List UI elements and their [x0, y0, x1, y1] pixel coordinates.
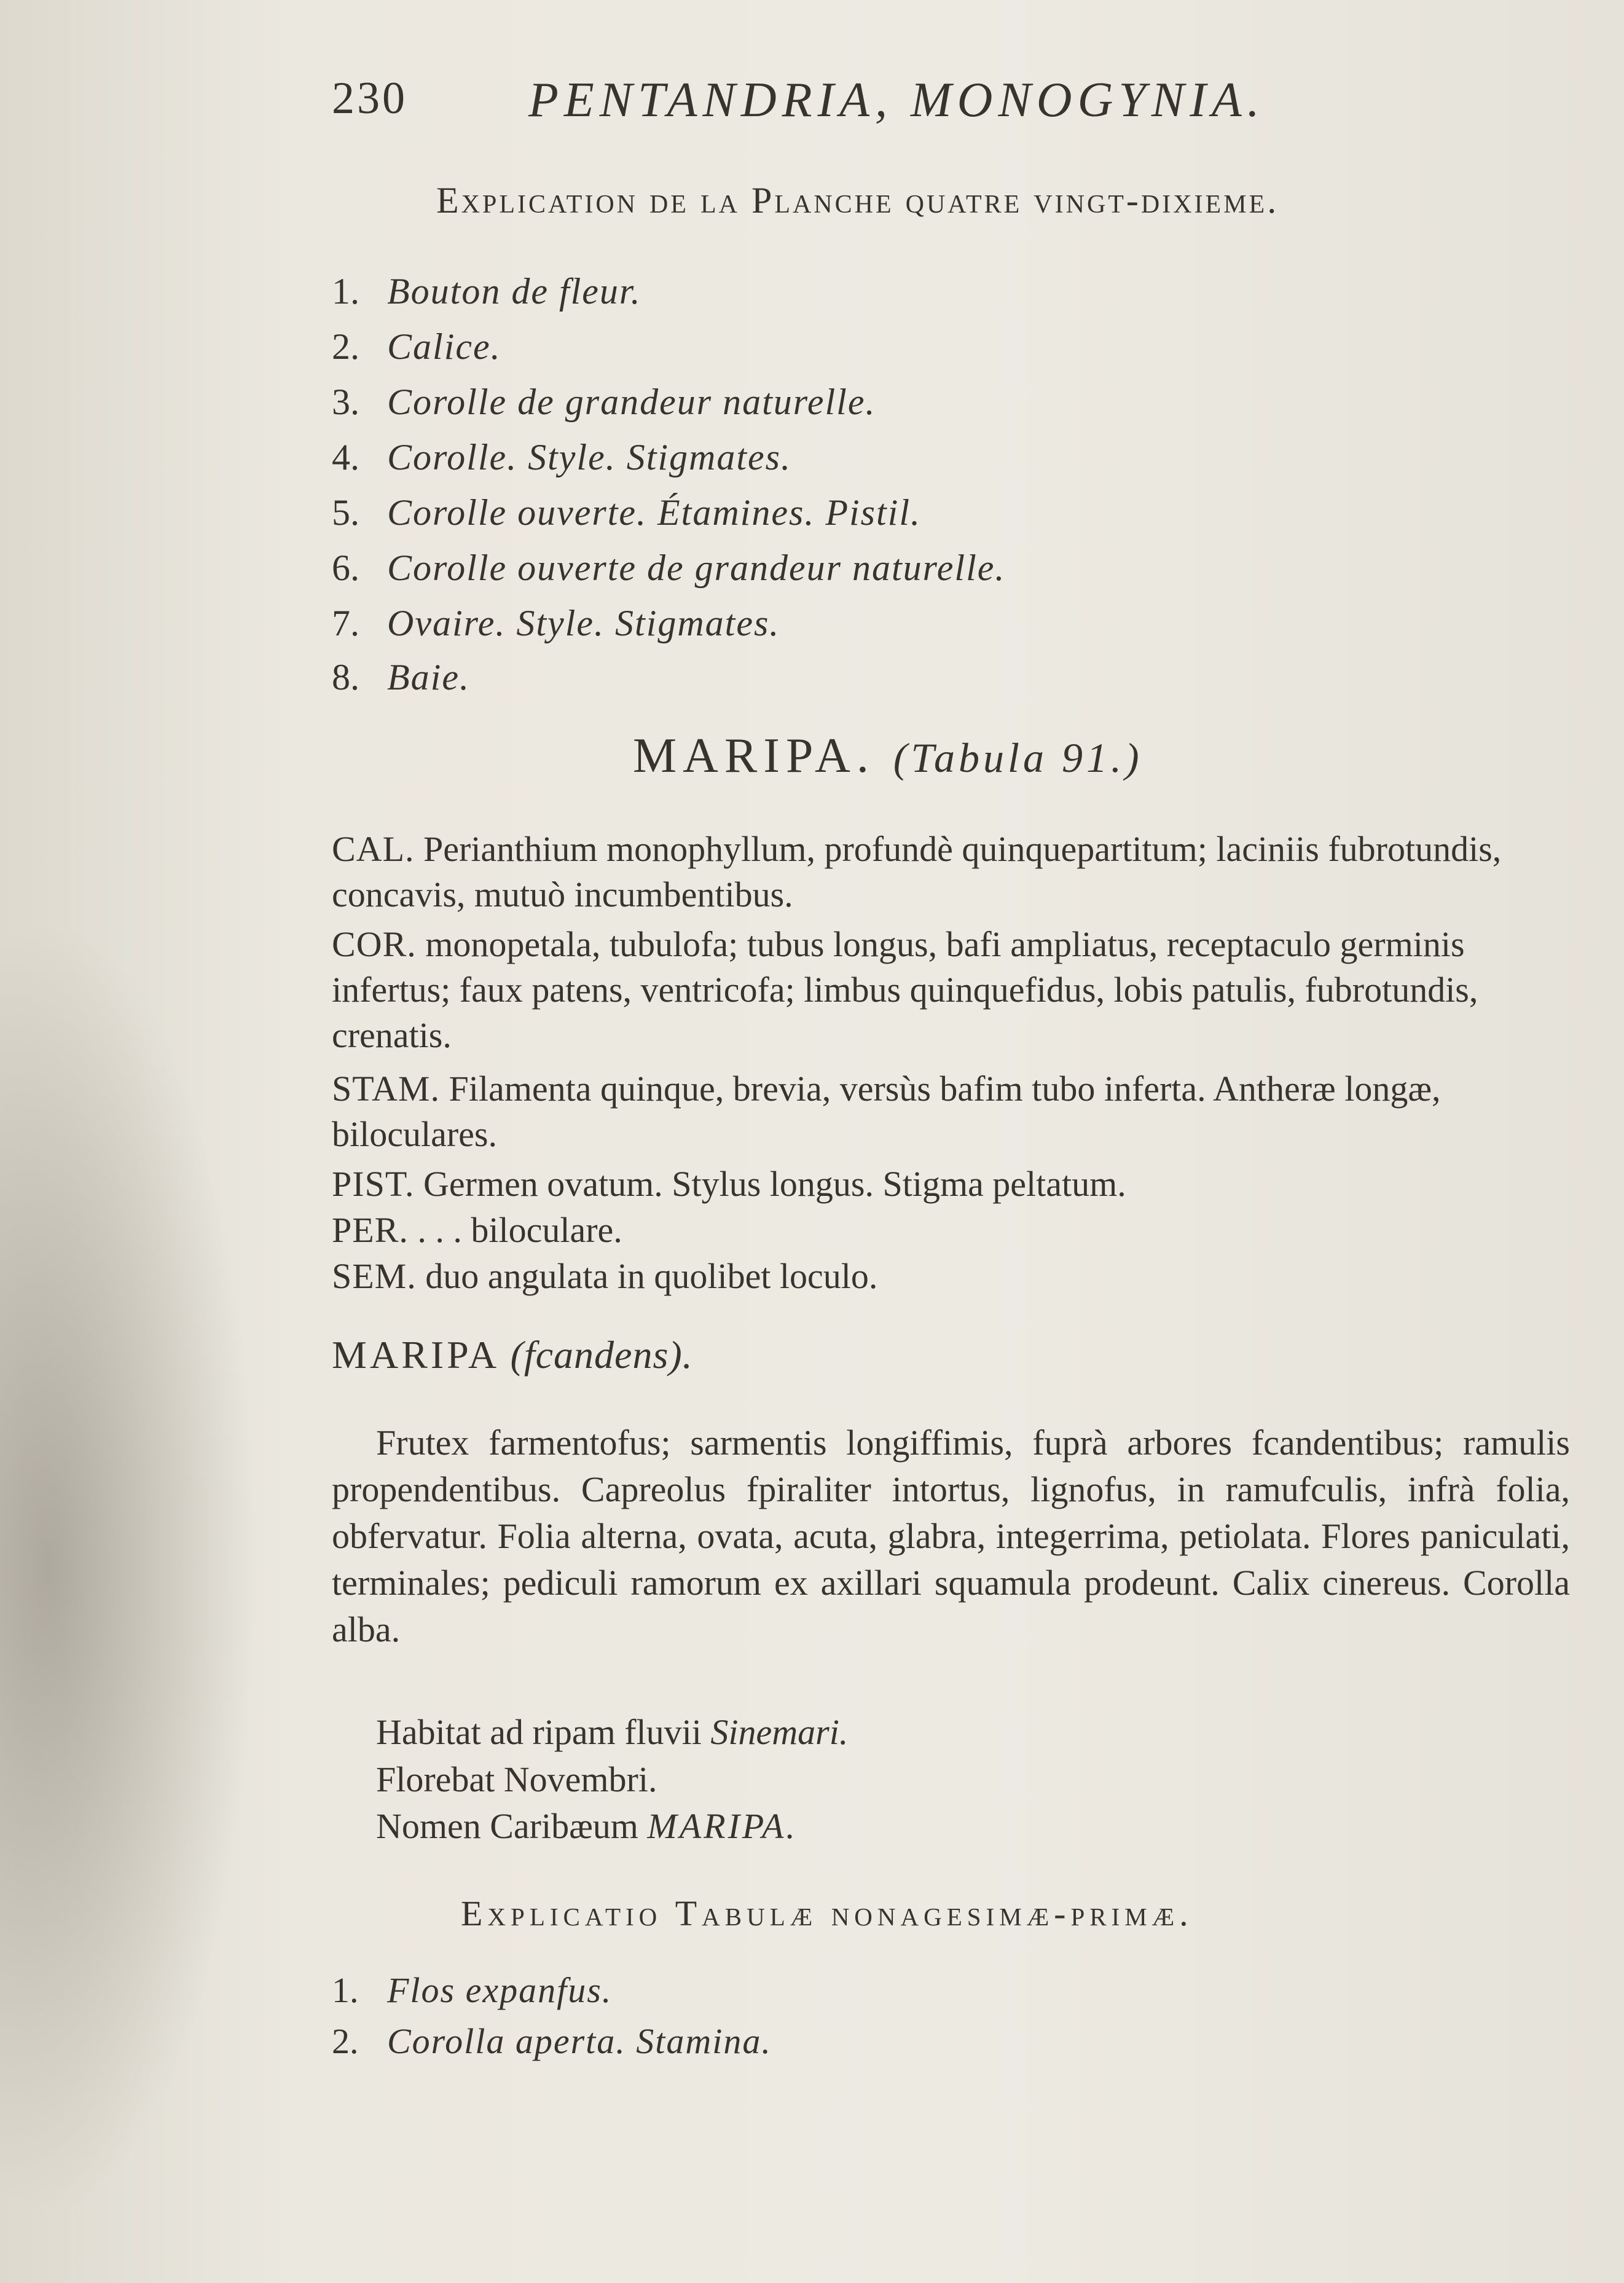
- habitat-note: [376, 1711, 848, 1753]
- caption-item: [332, 436, 791, 492]
- calyx-character: [332, 827, 1567, 918]
- seed-character: [332, 1254, 1567, 1299]
- species-description: Frutex farmentofus; sarmentis longiffimis, fuprà arbores fcandentibus; ramulis propendentibus. Capreolus fpiraliter intortus, lignofus, in ramufculis, infrà folia, obfervatur. Folia alterna, ovata, acuta, glabra, integerrima, petiolata. Flores paniculati, terminales; pediculi ramorum ex axillari squamula prodeunt. Calix cinereus. Corolla alba.: [332, 1423, 1570, 1649]
- caption-item: [332, 2021, 772, 2062]
- caption-item-number: 1.: [332, 1970, 359, 2010]
- caption-item-text: Corolle. Style. Stigmates.: [387, 437, 792, 477]
- pericarp-character: [332, 1208, 1567, 1253]
- stamen-character: [332, 1066, 1567, 1157]
- caption-item-text: Ovaire. Style. Stigmates.: [387, 603, 780, 643]
- character-text: monopetala, tubulofa; tubus longus, bafi ampliatus, receptaculo germinis infertus; faux patens, ventricofa; limbus quinquefidus, lobis patulis, fubrotundis, crenatis.: [332, 924, 1478, 1055]
- vernacular-name-note: [376, 1806, 798, 1847]
- character-label: COR.: [332, 924, 417, 964]
- character-text: Germen ovatum. Stylus longus. Stigma peltatum.: [423, 1164, 1126, 1204]
- caption-item-text: Corolle ouverte de grandeur naturelle.: [387, 548, 1006, 588]
- caption-item-number: 6.: [332, 548, 359, 588]
- caption-item-number: 7.: [332, 603, 359, 643]
- nomen-value: MARIPA.: [647, 1806, 798, 1846]
- caption-item-text: Corolla aperta. Stamina.: [387, 2021, 772, 2061]
- character-label: CAL.: [332, 829, 415, 869]
- flowering-note: Florebat Novembri.: [376, 1759, 657, 1799]
- character-label: PIST.: [332, 1164, 415, 1204]
- genus-name: MARIPA.: [633, 729, 875, 783]
- nomen-text: Nomen Caribæum: [376, 1806, 638, 1846]
- caption-item-number: 2.: [332, 326, 359, 367]
- caption-item-number: 5.: [332, 492, 359, 533]
- caption-item-text: Bouton de fleur.: [387, 271, 641, 312]
- running-title: PENTANDRIA, MONOGYNIA.: [528, 73, 1265, 127]
- caption-item-number: 3.: [332, 382, 359, 422]
- caption-item: [332, 1970, 612, 2011]
- caption-item: [332, 656, 470, 712]
- caption-item-number: 8.: [332, 657, 359, 697]
- species-heading: [332, 1332, 693, 1378]
- caption-item-text: Corolle de grandeur naturelle.: [387, 382, 876, 422]
- tabula-reference: (Tabula 91.): [893, 734, 1143, 781]
- caption-item: [332, 602, 780, 658]
- character-label: SEM.: [332, 1256, 417, 1296]
- caption-item-text: Calice.: [387, 326, 501, 367]
- species-name: MARIPA: [332, 1333, 498, 1377]
- character-text: Filamenta quinque, brevia, versùs bafim tubo inferta. Antheræ longæ, biloculares.: [332, 1069, 1441, 1154]
- plate-caption-heading: Explication de la Planche quatre vingt-dixieme.: [436, 180, 1279, 221]
- caption-item: [332, 492, 921, 547]
- plate-caption-heading-2: Explicatio Tabulæ nonagesimæ-primæ.: [461, 1893, 1193, 1933]
- caption-item: [332, 381, 876, 436]
- pistil-character: [332, 1161, 1567, 1207]
- caption-item: [332, 547, 1005, 602]
- character-label: STAM.: [332, 1069, 440, 1109]
- caption-item-number: 2.: [332, 2021, 359, 2061]
- caption-item-text: Corolle ouverte. Étamines. Pistil.: [387, 492, 922, 533]
- caption-item: [332, 326, 501, 381]
- caption-item-number: 1.: [332, 271, 359, 312]
- caption-item: [332, 270, 641, 326]
- character-text: duo angulata in quolibet loculo.: [425, 1256, 878, 1296]
- corolla-character: [332, 922, 1567, 1058]
- species-epithet: (fcandens).: [510, 1333, 693, 1377]
- habitat-place: Sinemari.: [710, 1712, 849, 1752]
- caption-item-number: 4.: [332, 437, 359, 477]
- caption-item-text: Flos expanfus.: [387, 1970, 613, 2010]
- character-label: PER.: [332, 1210, 409, 1250]
- page-number: 230: [332, 73, 407, 124]
- genus-heading: [633, 728, 1143, 784]
- character-text: Perianthium monophyllum, profundè quinquepartitum; laciniis fubrotundis, concavis, mutuò incumbentibus.: [332, 829, 1502, 914]
- character-text: . . . biloculare.: [417, 1210, 622, 1250]
- caption-item-text: Baie.: [387, 657, 470, 697]
- habitat-text: Habitat ad ripam fluvii: [376, 1712, 702, 1752]
